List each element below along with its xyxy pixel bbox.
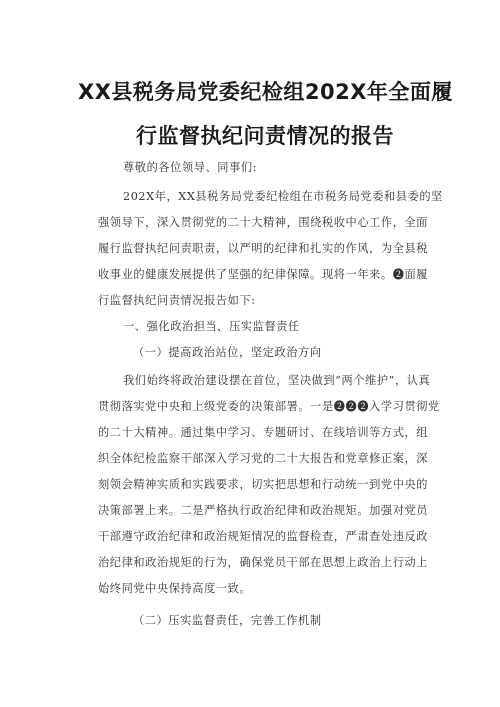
paragraph-line: 202X年，XX县税务局党委纪检组在市税务局党委和县委的坚 [123,190,443,203]
section-heading: 一、强化政治担当，压实监督责任 [123,320,300,333]
paragraph-line: 治纪律和政治规矩的行为，确保党员干部在思想上政治上行动上 [98,556,429,569]
paragraph-line: 的二十大精神。通过集中学习、专题研讨、在线培训等方式，组 [98,426,429,439]
paragraph-line: 刻领会精神实质和实践要求，切实把思想和行动统一到党中央的 [98,478,429,491]
paragraph-line: 收事业的健康发展提供了坚强的纪律保障。现将一年来。❷面履 [98,268,429,281]
salutation: 尊敬的各位领导、同事们: [123,161,258,174]
subsection-heading: （二）压实监督责任，完善工作机制 [133,614,322,627]
document-title-line-1: XX县税务局党委纪检组202X年全面履 [78,80,453,104]
paragraph-line: 行监督执纪问责情况报告如下: [98,294,256,307]
paragraph-line: 强领导下，深入贯彻党的二十大精神，围绕税收中心工作，全面 [98,216,429,229]
document-title-line-2: 行监督执纪问责情况的报告 [136,124,394,148]
paragraph-line: 贯彻落实党中央和上级党委的决策部署。一是❷❷❷入学习贯彻党 [98,400,440,413]
paragraph-line: 我们始终将政治建设摆在首位，坚决做到“两个维护”，认真 [123,374,431,387]
paragraph-line: 干部遵守政治纪律和政治规矩情况的监督检查，严肃查处违反政 [98,530,429,543]
paragraph-line: 决策部署上来。二是严格执行政治纪律和政治规矩。加强对党员 [98,504,429,517]
paragraph-line: 始终同党中央保持高度一致。 [98,582,252,595]
paragraph-line: 履行监督执纪问责职责，以严明的纪律和扎实的作风，为全县税 [98,242,429,255]
subsection-heading: （一）提高政治站位，坚定政治方向 [133,346,322,359]
paragraph-line: 织全体纪检监察干部深入学习党的二十大报告和党章修正案，深 [98,452,429,465]
